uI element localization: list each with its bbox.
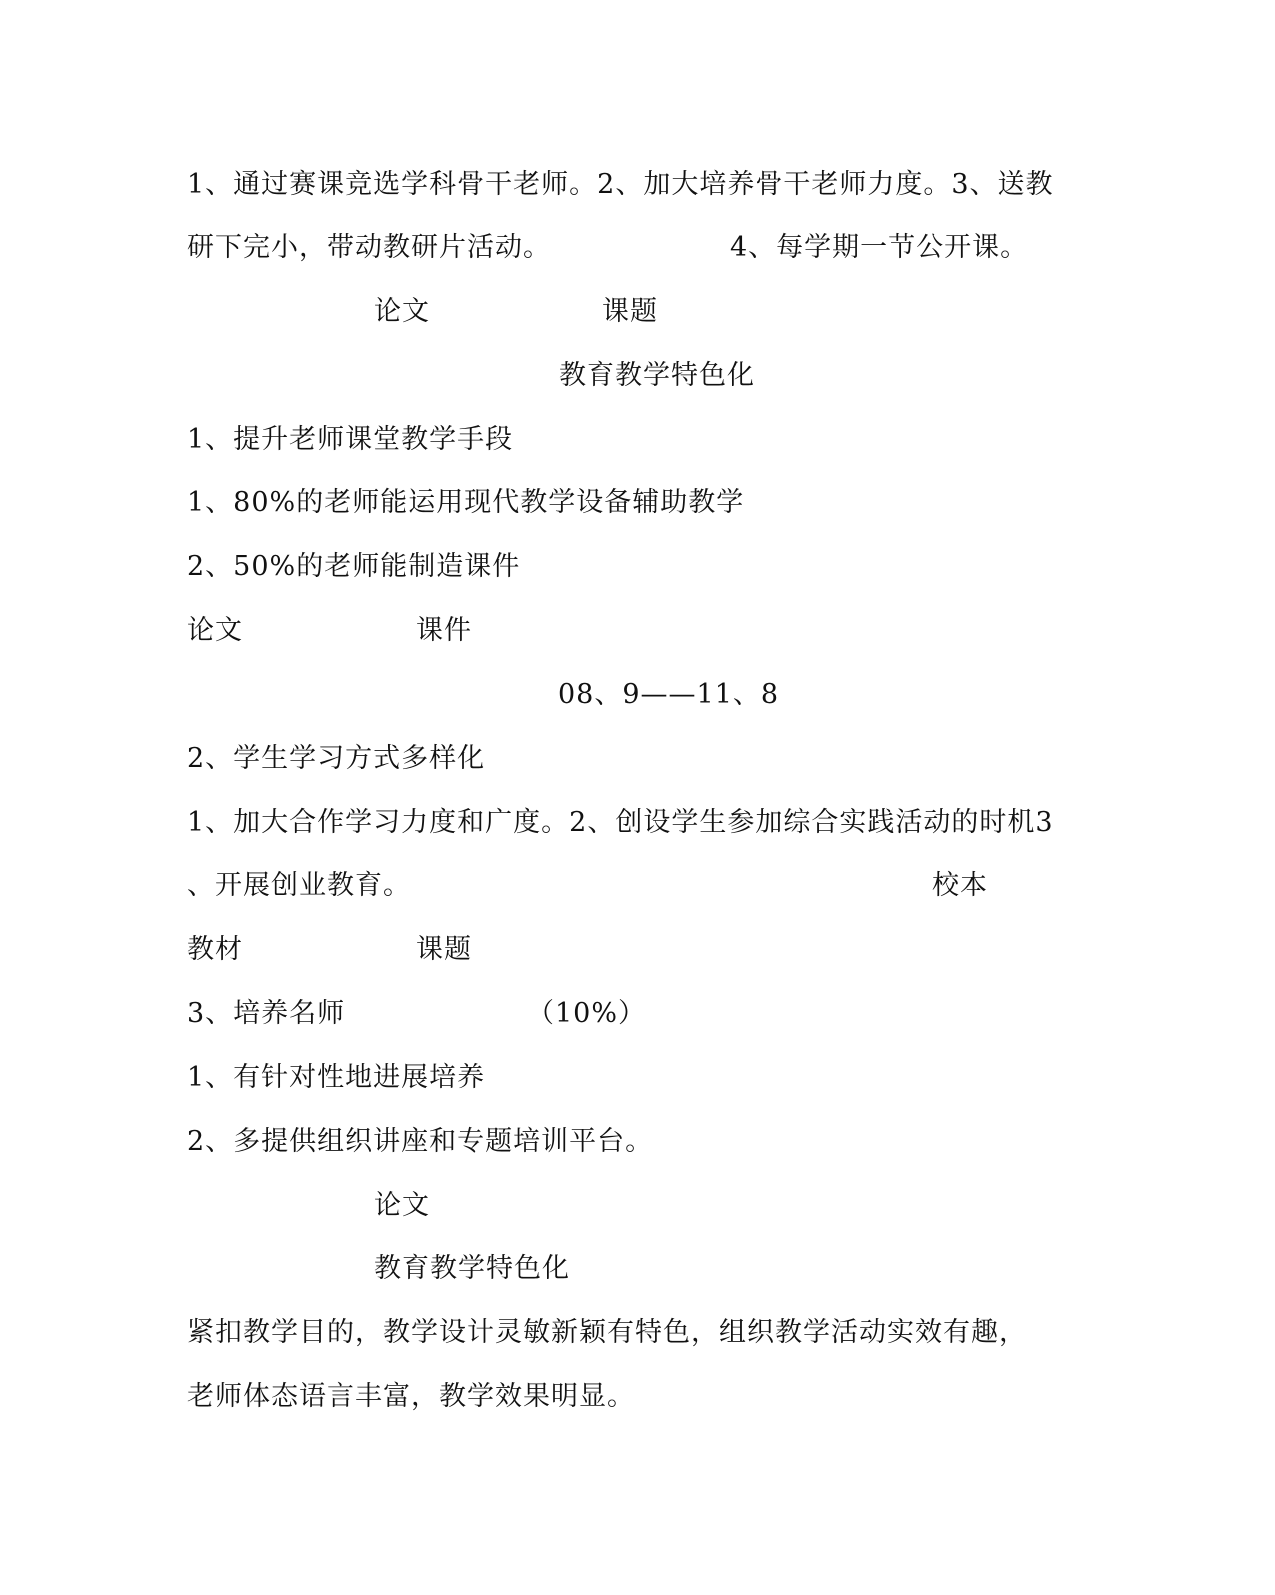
text-line: 论文: [374, 296, 430, 327]
text-line: 紧扣教学目的，教学设计灵敏新颖有特色，组织教学活动实效有趣，: [187, 1317, 1027, 1348]
text-line: 校本: [932, 870, 988, 901]
text-line: 老师体态语言丰富，教学效果明显。: [187, 1381, 635, 1412]
text-line: 、开展创业教育。: [187, 870, 411, 901]
text-line: 4、每学期一节公开课。: [730, 232, 1029, 263]
text-line: 1、80%的老师能运用现代教学设备辅助教学: [187, 487, 745, 518]
text-line: （10%）: [527, 998, 647, 1029]
text-line: 2、50%的老师能制造课件: [187, 551, 521, 582]
text-line: 1、有针对性地进展培养: [187, 1062, 486, 1093]
section-heading: 教育教学特色化: [374, 1253, 570, 1284]
text-line: 2、多提供组织讲座和专题培训平台。: [187, 1126, 654, 1157]
text-line: 课件: [416, 615, 472, 646]
text-line: 论文: [187, 615, 243, 646]
text-line: 研下完小，带动教研片活动。: [187, 232, 551, 263]
date-range: 08、9——11、8: [558, 679, 780, 710]
text-line: 1、加大合作学习力度和广度。2、创设学生参加综合实践活动的时机3: [187, 807, 1054, 838]
text-line: 课题: [602, 296, 658, 327]
text-line: 1、通过赛课竞选学科骨干老师。2、加大培养骨干老师力度。3、送教: [187, 169, 1054, 200]
text-line: 教材: [187, 934, 243, 965]
section-heading: 教育教学特色化: [559, 360, 755, 391]
text-line: 课题: [416, 934, 472, 965]
text-line: 2、学生学习方式多样化: [187, 743, 486, 774]
text-line: 论文: [374, 1190, 430, 1221]
text-line: 3、培养名师: [187, 998, 346, 1029]
text-line: 1、提升老师课堂教学手段: [187, 424, 514, 455]
